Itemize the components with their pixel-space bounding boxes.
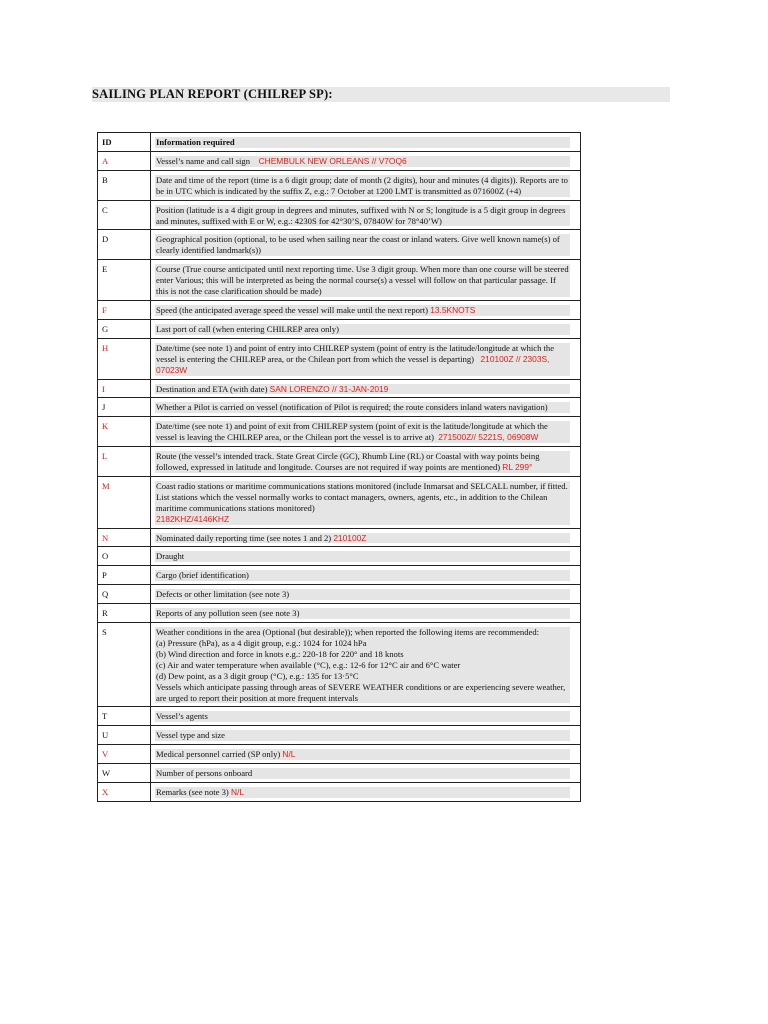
row-id-cell — [98, 398, 151, 417]
table-row-j — [98, 398, 581, 417]
row-value: 271500Z// 5221S, 06908W — [438, 432, 539, 443]
row-value: N/L — [282, 749, 296, 760]
row-info — [155, 570, 570, 581]
row-id: V — [102, 749, 109, 760]
row-id: J — [102, 402, 106, 413]
row-id-cell — [98, 300, 151, 319]
row-id-cell — [98, 566, 151, 585]
row-id-cell — [98, 260, 151, 301]
row-info-cell — [151, 417, 581, 447]
table-row-g — [98, 319, 581, 338]
row-info — [155, 730, 570, 741]
row-info — [155, 749, 570, 760]
row-id: X — [102, 787, 109, 798]
row-value: N/L — [230, 787, 244, 798]
row-description: Date and time of the report (time is a 6 digit group; date of month (2 digits), hour and minutes (4 digits)). Reports are to be in UTC which is indicated by the suffix Z, e.g.: 7 October at 1200 LMT is transmitted as 071600Z (+4) — [156, 174, 568, 196]
row-description: Draught — [156, 551, 185, 562]
row-value: 2182KHZ/4146KHZ — [156, 513, 230, 524]
row-id: O — [102, 551, 109, 562]
row-id-cell — [98, 230, 151, 260]
table-row-s — [98, 623, 581, 707]
row-info-cell — [151, 528, 581, 547]
row-id-cell — [98, 547, 151, 566]
row-id-cell — [98, 604, 151, 623]
row-info-cell — [151, 300, 581, 319]
row-id: D — [102, 234, 109, 245]
row-id: W — [102, 768, 111, 779]
row-id-cell — [98, 528, 151, 547]
row-info-cell — [151, 585, 581, 604]
row-info-cell — [151, 623, 581, 707]
row-id: R — [102, 608, 108, 619]
row-info-cell — [151, 707, 581, 726]
row-id-cell — [98, 151, 151, 170]
row-info — [155, 551, 570, 562]
row-description: Remarks (see note 3) — [156, 787, 229, 798]
table-row-n — [98, 528, 581, 547]
page-title: SAILING PLAN REPORT (CHILREP SP): — [92, 87, 670, 102]
row-info-cell — [151, 151, 581, 170]
row-id: A — [102, 155, 109, 166]
row-value: CHEMBULK NEW ORLEANS // V7OQ6 — [258, 155, 407, 166]
row-id-cell — [98, 745, 151, 764]
table-row-k — [98, 417, 581, 447]
row-id-cell — [98, 764, 151, 783]
row-info — [155, 768, 570, 779]
row-id-cell — [98, 447, 151, 477]
row-info-cell — [151, 200, 581, 230]
row-id-cell — [98, 170, 151, 200]
header-info-cell — [151, 133, 581, 152]
row-info-cell — [151, 447, 581, 477]
row-info-cell — [151, 230, 581, 260]
row-description: Speed (the anticipated average speed the vessel will make until the next report) — [156, 304, 429, 315]
header-info: Information required — [155, 137, 570, 148]
row-info-cell — [151, 319, 581, 338]
row-description: Destination and ETA (with date) — [156, 383, 268, 394]
row-description: Defects or other limitation (see note 3) — [156, 589, 290, 600]
row-info — [155, 343, 570, 376]
table-row-h — [98, 338, 581, 379]
row-subline: (c) Air and water temperature when available (°C), e.g.: 12-6 for 12°C air and 6°C water — [156, 659, 461, 670]
row-info — [155, 533, 570, 544]
row-info — [155, 402, 570, 413]
row-description: Vessel’s agents — [156, 711, 208, 722]
row-info — [155, 451, 570, 473]
row-info — [155, 156, 570, 167]
row-subline: (a) Pressure (hPa), as a 4 digit group, e.g.: 1024 for 1024 hPa — [156, 638, 367, 648]
row-description: Nominated daily reporting time (see notes 1 and 2) — [156, 532, 332, 543]
row-description: Route (the vessel’s intended track. State Great Circle (GC), Rhumb Line (RL) or Coastal with way points being followed, expressed in latitude and longitude. Courses are not required if way points are mentioned) — [156, 451, 540, 473]
table-row-c — [98, 200, 581, 230]
row-id-cell — [98, 319, 151, 338]
row-id: S — [102, 627, 107, 638]
row-subline: (b) Wind direction and force in knots e.g.: 220-18 for 220° and 18 knots — [156, 648, 404, 659]
row-info — [155, 787, 570, 798]
table-row-q — [98, 585, 581, 604]
row-info-cell — [151, 783, 581, 802]
row-id: T — [102, 711, 108, 722]
row-value: 210100Z — [333, 532, 367, 543]
row-id: N — [102, 532, 109, 543]
row-info-cell — [151, 260, 581, 301]
row-value: RL 299° — [502, 462, 533, 473]
row-id: B — [102, 174, 108, 185]
row-info — [155, 205, 570, 227]
row-description: Reports of any pollution seen (see note 3) — [156, 608, 300, 619]
row-id: L — [102, 451, 108, 462]
row-id-cell — [98, 726, 151, 745]
table-row-v — [98, 745, 581, 764]
table-row-r — [98, 604, 581, 623]
row-info — [155, 711, 570, 722]
row-id: E — [102, 264, 108, 275]
row-id: P — [102, 570, 107, 581]
row-description: Date/time (see note 1) and point of exit from CHILREP system (point of exit is the latitude/longitude at which the vessel is leaving the CHILREP area, or the Chilean port the vessel is to arrive at) — [156, 421, 548, 443]
row-id-cell — [98, 338, 151, 379]
row-description: Last port of call (when entering CHILREP area only) — [156, 323, 339, 334]
row-info — [155, 608, 570, 619]
row-info — [155, 384, 570, 395]
row-id-cell — [98, 476, 151, 528]
row-info — [155, 175, 570, 197]
row-id-cell — [98, 200, 151, 230]
row-info-cell — [151, 566, 581, 585]
row-id: U — [102, 730, 109, 741]
row-info — [155, 421, 570, 443]
row-id: M — [102, 480, 110, 491]
header-id-cell — [98, 133, 151, 152]
row-id: F — [102, 304, 107, 315]
row-description: Weather conditions in the area (Optional (but desirable)); when reported the following items are recommended: — [156, 627, 540, 638]
row-id-cell — [98, 623, 151, 707]
row-info — [155, 305, 570, 316]
row-id: Q — [102, 589, 109, 600]
row-subline: Vessels which anticipate passing through areas of SEVERE WEATHER conditions or are experiencing severe weather, are urged to report their position at more frequent intervals — [156, 681, 566, 703]
table-row-w — [98, 764, 581, 783]
table-row-d — [98, 230, 581, 260]
row-description: Whether a Pilot is carried on vessel (notification of Pilot is required; the route considers inland waters navigation) — [156, 402, 548, 413]
row-id-cell — [98, 707, 151, 726]
table-row-x — [98, 783, 581, 802]
row-value: 210100Z // 2303S, 07023W — [156, 353, 550, 375]
table-row-e — [98, 260, 581, 301]
row-id: I — [102, 383, 105, 394]
row-description: Position (latitude is a 4 digit group in degrees and minutes, suffixed with N or S; longitude is a 5 digit group in degrees and minutes, suffixed with E or W, e.g.: 4230S for 42°30’S, 07840W for 78°40’W) — [156, 204, 566, 226]
row-value: SAN LORENZO // 31-JAN-2019 — [269, 383, 389, 394]
row-description: Coast radio stations or maritime communications stations monitored (include Inmarsat and SELCALL number, if fitted. List stations which the vessel normally works to contact managers, owners, agents, etc., in addition to the Chilean maritime communications stations monitored) — [156, 480, 568, 513]
value-spacer — [250, 156, 259, 166]
row-description: Date/time (see note 1) and point of entry into CHILREP system (point of entry is the latitude/longitude at which the vessel is entering the CHILREP area, or the Chilean port from which the vessel is departing) — [156, 342, 555, 364]
table-row-a — [98, 151, 581, 170]
table-row-f — [98, 300, 581, 319]
table-row-u — [98, 726, 581, 745]
row-info-cell — [151, 379, 581, 398]
row-description: Vessel’s name and call sign — [156, 155, 251, 166]
row-description: Course (True course anticipated until next reporting time. Use 3 digit group. When more than one course will be steered enter Various; this will be interpreted as being the normal course(s) a vessel will follow on that particular passage. If this is not the case clarification should be made) — [156, 264, 569, 297]
row-info — [155, 627, 570, 703]
row-id: H — [102, 342, 109, 353]
table-row-p — [98, 566, 581, 585]
table-row-m — [98, 476, 581, 528]
row-id-cell — [98, 585, 151, 604]
row-description: Geographical position (optional, to be used when sailing near the coast or inland waters. Give well known name(s) of clearly identified landmark(s)) — [156, 234, 560, 256]
row-info-cell — [151, 745, 581, 764]
row-info — [155, 589, 570, 600]
table-row-o — [98, 547, 581, 566]
row-info-cell — [151, 476, 581, 528]
row-info-cell — [151, 338, 581, 379]
row-info — [155, 324, 570, 335]
row-subline: (d) Dew point, as a 3 digit group (°C), e.g.: 135 for 13·5°C — [156, 670, 359, 681]
row-id: C — [102, 204, 108, 215]
row-description: Number of persons onboard — [156, 768, 253, 779]
header-id: ID — [102, 137, 112, 147]
row-description: Cargo (brief identification) — [156, 570, 249, 581]
table-row-b — [98, 170, 581, 200]
row-info-cell — [151, 170, 581, 200]
report-table — [97, 132, 581, 802]
table-row-l — [98, 447, 581, 477]
row-info-cell — [151, 726, 581, 745]
row-info-cell — [151, 764, 581, 783]
table-row-t — [98, 707, 581, 726]
row-id: G — [102, 323, 109, 334]
table-row-i — [98, 379, 581, 398]
row-info-cell — [151, 604, 581, 623]
row-id-cell — [98, 417, 151, 447]
row-id-cell — [98, 379, 151, 398]
row-info — [155, 234, 570, 256]
row-description: Vessel type and size — [156, 730, 225, 741]
table-header-row — [98, 133, 581, 152]
row-id: K — [102, 421, 109, 432]
row-info-cell — [151, 547, 581, 566]
row-info — [155, 264, 570, 297]
row-id-cell — [98, 783, 151, 802]
row-info-cell — [151, 398, 581, 417]
row-description: Medical personnel carried (SP only) — [156, 749, 281, 760]
row-value: 13.5KNOTS — [430, 304, 476, 315]
row-info — [155, 481, 570, 525]
